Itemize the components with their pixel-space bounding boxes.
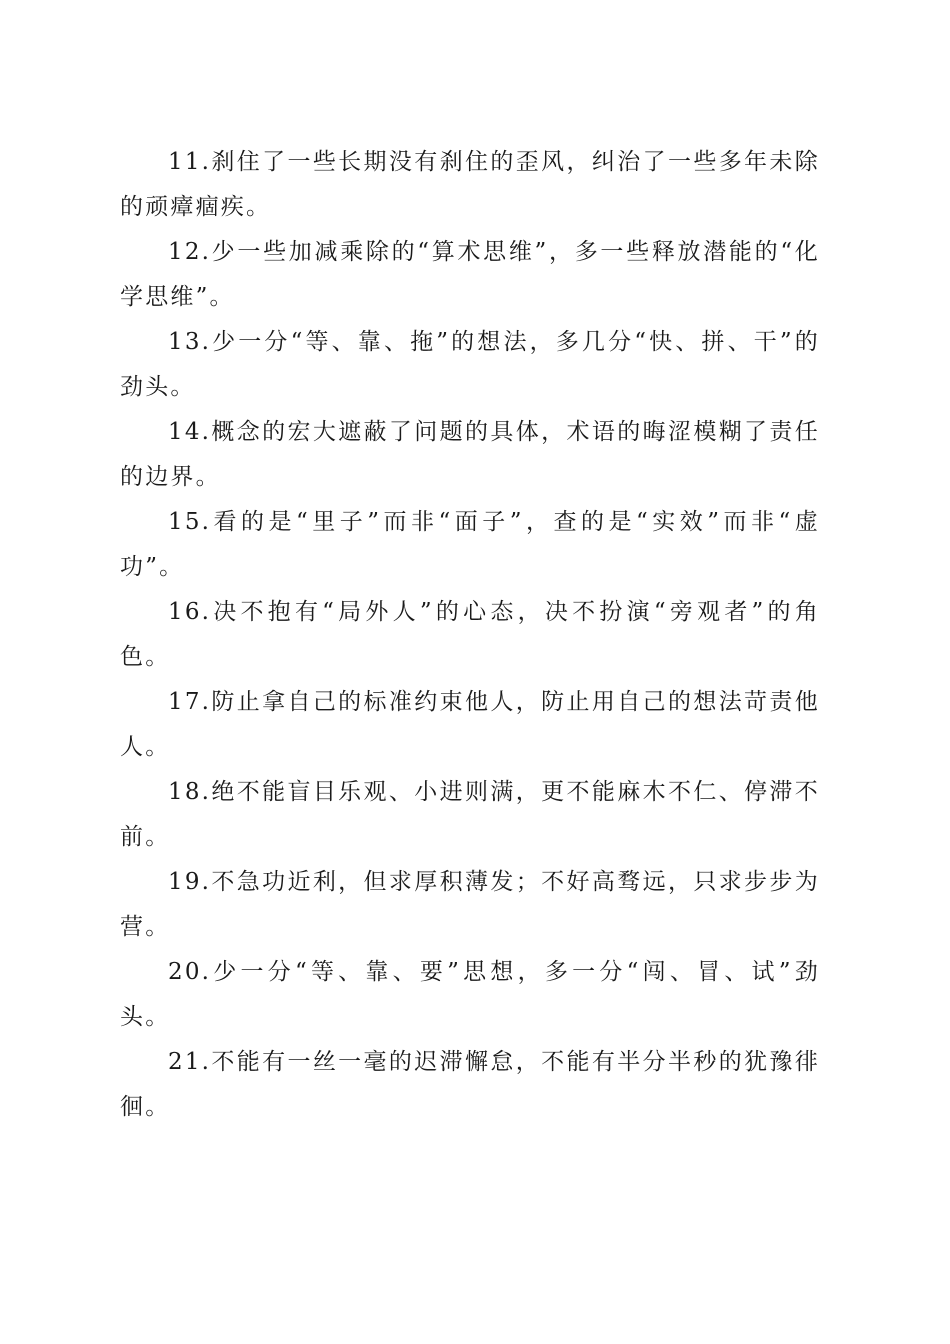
paragraph-17: 17.防止拿自己的标准约束他人，防止用自己的想法苛责他人。 xyxy=(120,689,820,760)
paragraph-19: 19.不急功近利，但求厚积薄发；不好高骛远，只求步步为营。 xyxy=(120,869,820,940)
paragraph-15: 15.看的是“里子”而非“面子”，查的是“实效”而非“虚功”。 xyxy=(120,509,820,580)
paragraph-14: 14.概念的宏大遮蔽了问题的具体，术语的晦涩模糊了责任的边界。 xyxy=(120,419,820,490)
paragraph-18: 18.绝不能盲目乐观、小进则满，更不能麻木不仁、停滞不前。 xyxy=(120,779,820,850)
paragraph-21: 21.不能有一丝一毫的迟滞懈怠，不能有半分半秒的犹豫徘徊。 xyxy=(120,1049,820,1120)
document-body xyxy=(120,140,820,1130)
paragraph-20: 20.少一分“等、靠、要”思想，多一分“闯、冒、试”劲头。 xyxy=(120,959,820,1030)
paragraph-11: 11.刹住了一些长期没有刹住的歪风，纠治了一些多年未除的顽瘴痼疾。 xyxy=(120,149,820,220)
paragraph-13: 13.少一分“等、靠、拖”的想法，多几分“快、拼、干”的劲头。 xyxy=(120,329,820,400)
paragraph-12: 12.少一些加减乘除的“算术思维”，多一些释放潜能的“化学思维”。 xyxy=(120,239,820,310)
paragraph-16: 16.决不抱有“局外人”的心态，决不扮演“旁观者”的角色。 xyxy=(120,599,820,670)
